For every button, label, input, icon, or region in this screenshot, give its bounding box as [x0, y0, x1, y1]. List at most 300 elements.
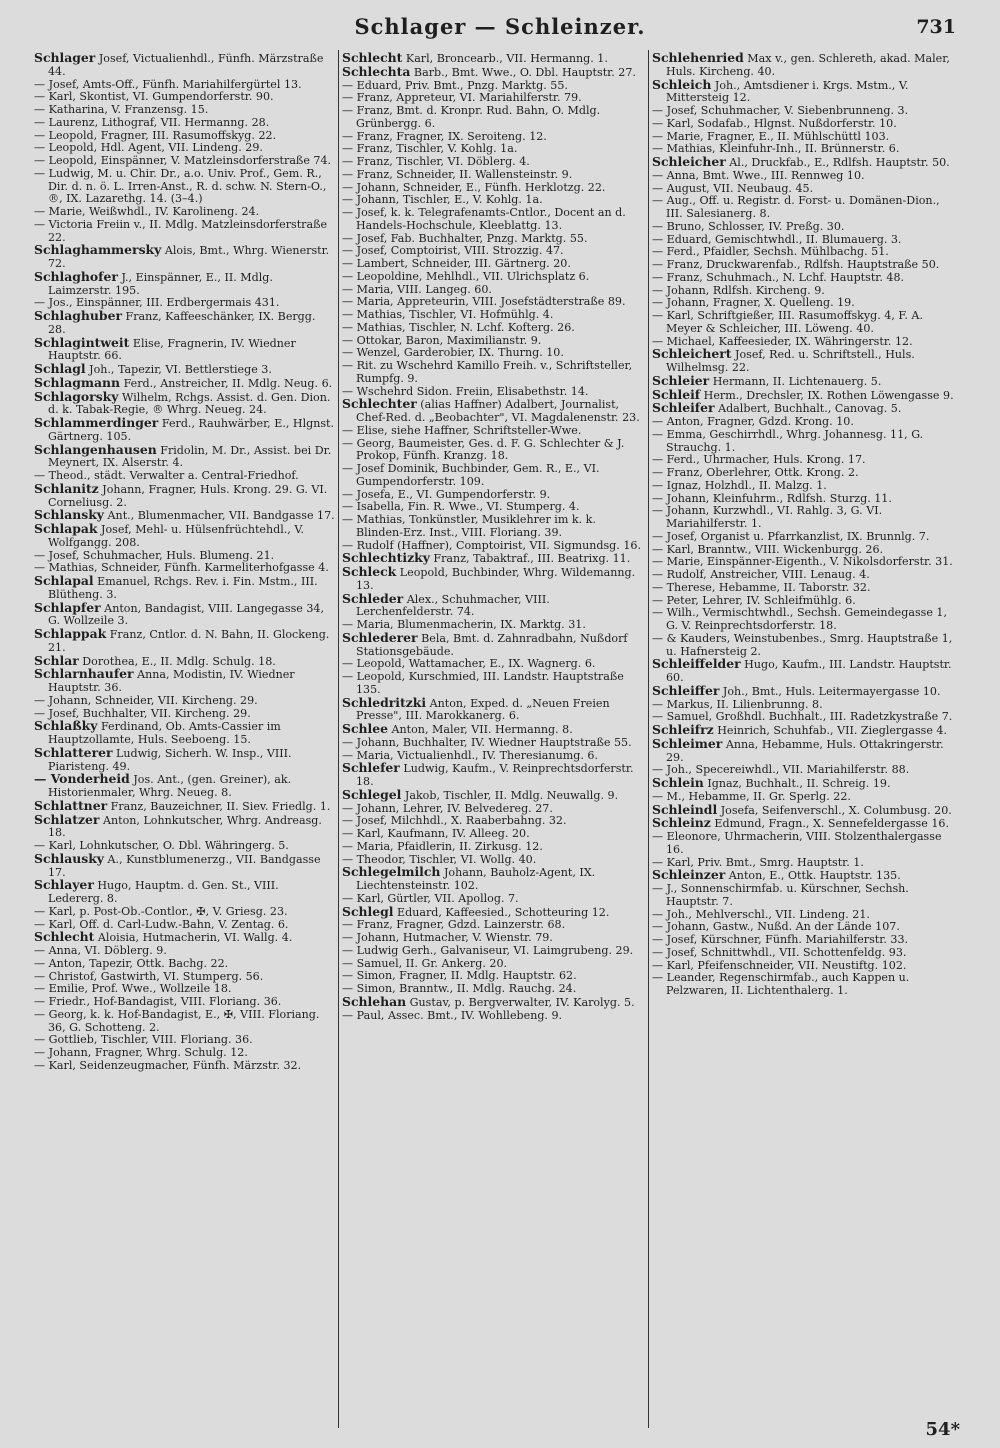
entry-details: Ludwig, Kaufm., V. Reinprechtsdorferstr. 18.	[356, 762, 634, 788]
directory-entry	[342, 514, 644, 540]
entry-surname: Schlappak	[34, 626, 107, 641]
entry-details: — Johann, Kurzwhdl., VI. Rahlg. 3, G. VI. Mariahilferstr. 1.	[652, 504, 883, 530]
entry-surname: Schleimer	[652, 735, 723, 751]
directory-entry	[342, 105, 644, 131]
entry-details: — Ludwig, M. u. Chir. Dr., a.o. Univ. Prof., Gem. R., Dir. d. n. ö. L. Irren-Anst., R. d. schw. N. Stern-O., ®, IX. Lazarethg. 14. (3–4.)	[34, 166, 327, 206]
entry-surname: Schlaßky	[34, 718, 98, 734]
entry-details: — Therese, Hebamme, II. Taborstr. 32.	[652, 580, 871, 594]
entry-details: — Ferd., Uhrmacher, Huls. Krong. 17.	[652, 453, 866, 467]
directory-entry	[34, 720, 336, 747]
directory-entry	[652, 869, 954, 883]
entry-details: Max v., gen. Schlereth, akad. Maler, Huls. Kircheng. 40.	[666, 52, 950, 78]
entry-details: — Karl, Off. d. Carl-Ludw.-Bahn, V. Zentag. 6.	[34, 917, 289, 931]
entry-details: Franz, Tabaktraf., III. Beatrixg. 11.	[429, 552, 631, 566]
entry-details: — J., Sonnenschirmfab. u. Kürschner, Sechsh. Hauptstr. 7.	[652, 882, 909, 908]
entry-details: — Maria, Blumenmacherin, IX. Marktg. 31.	[342, 618, 586, 631]
page-number: 731	[916, 16, 956, 38]
directory-entry	[34, 668, 336, 695]
entry-details: — Franz, Appreteur, VI. Mariahilferstr. 79.	[342, 91, 582, 105]
directory-entry	[342, 723, 644, 737]
entry-surname: Schlagl	[34, 361, 86, 376]
entry-surname: Schleichert	[652, 346, 732, 362]
entry-details: Jakob, Tischler, II. Mdlg. Neuwallg. 9.	[401, 788, 619, 802]
entry-details: — Josef, Schuhmacher, V. Siebenbrunneng. 3.	[652, 104, 909, 117]
entry-details: Dorothea, E., II. Mdlg. Schulg. 18.	[78, 654, 276, 668]
entry-details: Anton, Maler, VII. Hermanng. 8.	[387, 723, 573, 736]
entry-details: — Samuel, II. Gr. Ankerg. 20.	[342, 956, 508, 970]
entry-surname: Schlager	[34, 52, 96, 65]
entry-details: — Josef, Comptoirist, VIII. Strozzig. 47.	[342, 244, 564, 258]
directory-entry	[652, 402, 954, 416]
entry-details: — Bruno, Schlosser, IV. Preßg. 30.	[652, 219, 845, 233]
directory-entry	[652, 76, 954, 106]
entry-details: — Wschehrd Sidon. Freiin, Elisabethstr. 14.	[342, 384, 589, 398]
entry-details: Anna, Modistin, IV. Wiedner Hauptstr. 36.	[48, 668, 295, 694]
entry-surname: Schlar	[34, 652, 79, 668]
entry-details: Anton, Lohnkutscher, Whrg. Andreasg. 18.	[48, 813, 322, 840]
entry-details: Franz, Bauzeichner, II. Siev. Friedlg. 1.	[107, 799, 331, 813]
entry-details: Herm., Drechsler, IX. Rothen Löwengasse 9.	[700, 388, 954, 402]
entry-surname: Schlechter	[342, 396, 417, 412]
directory-entry	[34, 219, 336, 245]
entry-details: — Anton, Fragner, Gdzd. Krong. 10.	[652, 415, 854, 428]
column-3	[652, 52, 954, 1424]
entry-details: Johann, Bauholz-Agent, IX. Liechtensteinstr. 102.	[356, 866, 596, 892]
entry-surname: Schlausky	[34, 850, 105, 866]
entry-details: — Victoria Freiin v., II. Mdlg. Matzleinsdorferstraße 22.	[34, 217, 328, 244]
directory-entry	[652, 156, 954, 170]
entry-details: Al., Druckfab., E., Rdlfsh. Hauptstr. 50.	[725, 156, 950, 169]
directory-entry	[342, 671, 644, 697]
directory-entry	[342, 463, 644, 489]
entry-details: — Josef, Fab. Buchhalter, Pnzg. Marktg. 55.	[342, 231, 588, 245]
entry-surname: Schlein	[652, 775, 704, 790]
entry-details: Ferd., Anstreicher, II. Mdlg. Neug. 6.	[120, 376, 333, 390]
entry-details: — Mathias, Tonkünstler, Musiklehrer im k. k. Blinden-Erz. Inst., VIII. Floriang. 39.	[342, 513, 596, 539]
directory-entry	[652, 777, 954, 791]
entry-details: — Franz, Schneider, II. Wallensteinstr. 9.	[342, 167, 573, 181]
entry-details: — Peter, Lehrer, IV. Schleifmühlg. 6.	[652, 593, 856, 607]
running-title: Schlager — Schleinzer.	[354, 14, 646, 39]
entry-details: — Ferd., Pfaidler, Sechsh. Mühlbachg. 51.	[652, 245, 889, 259]
entry-surname: Schleindl	[652, 801, 718, 817]
entry-details: — & Kauders, Weinstubenbes., Smrg. Hauptstraße 1, u. Hafnersteig 2.	[652, 631, 953, 658]
entry-surname: Schlagorsky	[34, 388, 119, 404]
entry-surname: Schlagmann	[34, 374, 121, 390]
entry-surname: Schlecht	[34, 929, 95, 945]
entry-details: — Johann, Tischler, E., V. Kohlg. 1a.	[342, 193, 543, 207]
directory-entry	[652, 633, 954, 659]
entry-surname: Schlechta	[342, 63, 411, 79]
directory-entry	[34, 811, 336, 841]
directory-entry	[652, 735, 954, 765]
entry-details: — Karl, Branntw., VIII. Wickenburgg. 26.	[652, 542, 884, 556]
entry-details: — Johann, Schneider, E., Fünfh. Herklotzg. 22.	[342, 180, 606, 194]
entry-surname: Schledritzki	[342, 694, 427, 710]
entry-details: — Karl, Sodafab., Hlgnst. Nußdorferstr. 10.	[652, 116, 897, 130]
entry-details: Karl, Broncearb., VII. Hermanng. 1.	[402, 52, 608, 65]
directory-entry	[342, 629, 644, 659]
entry-details: — Josef, Organist u. Pfarrkanzlist, IX. Brunnlg. 7.	[652, 529, 930, 543]
entry-surname: Schleier	[652, 372, 710, 388]
entry-details: — Georg, k. k. Hof-Bandagist, E., ✠, VIII. Floriang. 36, G. Schotteng. 2.	[34, 1007, 320, 1034]
entry-details: Edmund, Fragn., X. Sennefeldergasse 16.	[710, 817, 949, 831]
entry-details: — Elise, siehe Haffner, Schriftsteller-Wwe.	[342, 423, 582, 437]
entry-details: — Karl, Seidenzeugmacher, Fünfh. Märzstr. 32.	[34, 1058, 302, 1072]
entry-details: — Jos., Einspänner, III. Erdbergermais 431.	[34, 296, 280, 310]
entry-details: — Simon, Branntw., II. Mdlg. Rauchg. 24.	[342, 982, 577, 995]
directory-entry	[652, 817, 954, 831]
directory-entry	[342, 207, 644, 233]
entry-details: — Katharina, V. Franzensg. 15.	[34, 103, 209, 116]
entry-surname: Schleiffelder	[652, 656, 741, 672]
directory-entry	[34, 1060, 336, 1073]
entry-details: Anton, E., Ottk. Hauptstr. 135.	[725, 869, 901, 883]
entry-details: — Karl, Schriftgießer, III. Rasumoffskyg. 4, F. A. Meyer & Schleicher, III. Löweng. 40.	[652, 309, 923, 335]
entry-details: — Josef Dominik, Buchbinder, Gem. R., E., VI. Gumpendorferstr. 109.	[342, 462, 600, 488]
entry-surname: Schleder	[342, 590, 404, 606]
entry-details: — Anna, Bmt. Wwe., III. Rennweg 10.	[652, 168, 865, 182]
directory-entry	[652, 682, 954, 699]
entry-details: — Johann, Kleinfuhrm., Rdlfsh. Sturzg. 11.	[652, 491, 892, 505]
entry-details: Josef, Mehl- u. Hülsenfrüchtehdl., V. Wolfgangg. 208.	[48, 523, 304, 549]
entry-details: — Franz, Tischler, VI. Döblerg. 4.	[342, 155, 530, 168]
entry-details: — Joh., Mehlverschl., VII. Lindeng. 21.	[652, 907, 870, 921]
entry-details: — Aug., Off. u. Registr. d. Forst- u. Domänen-Dion., III. Salesianerg. 8.	[652, 194, 940, 220]
entry-details: — Michael, Kaffeesieder, IX. Währingerstr. 12.	[652, 334, 913, 348]
entry-surname: Schlechtizky	[342, 550, 430, 566]
entry-details: Josefa, Seifenverschl., X. Columbusg. 20.	[717, 803, 952, 817]
directory-entry	[652, 429, 954, 455]
entry-surname: — Vonderheid	[34, 771, 130, 787]
entry-surname: Schlansky	[34, 507, 105, 523]
directory-entry	[652, 505, 954, 531]
entry-details: — Johann, Schneider, VII. Kircheng. 29.	[34, 693, 258, 707]
entry-details: Ludwig, Sicherh. W. Insp., VIII. Piaristeng. 49.	[48, 746, 292, 773]
entry-details: — Leopold, Wattamacher, E., IX. Wagnerg. 6.	[342, 657, 596, 671]
entry-details: — Leopold, Fragner, III. Rasumoffskyg. 22.	[34, 128, 277, 142]
entry-details: — Franz, Tischler, V. Kohlg. 1a.	[342, 142, 518, 156]
directory-entry	[342, 694, 644, 724]
entry-details: — Ludwig Gerh., Galvaniseur, VI. Laimgrubeng. 29.	[342, 943, 634, 957]
entry-details: — Laurenz, Lithograf, VII. Hermanng. 28.	[34, 115, 270, 129]
entry-details: — Emilie, Prof. Wwe., Wollzeile 18.	[34, 982, 232, 996]
directory-entry	[652, 831, 954, 857]
entry-details: — Gottlieb, Tischler, VIII. Floriang. 36.	[34, 1033, 253, 1047]
directory-entry	[34, 879, 336, 906]
entry-details: — Emma, Geschirrhdl., Whrg. Johannesg. 11, G. Strauchg. 1.	[652, 427, 924, 454]
entry-surname: Schlatzer	[34, 811, 100, 827]
entry-details: — Wenzel, Garderobier, IX. Thurng. 10.	[342, 346, 564, 360]
entry-details: — Simon, Fragner, II. Mdlg. Hauptstr. 62.	[342, 969, 577, 983]
entry-surname: Schlaghofer	[34, 268, 118, 284]
entry-details: — Karl, Lohnkutscher, O. Dbl. Währingerg. 5.	[34, 839, 289, 852]
directory-entry	[342, 63, 644, 80]
column-rule	[648, 50, 649, 1428]
directory-entry	[34, 850, 336, 880]
entry-details: — Mathias, Schneider, Fünfh. Karmeliterhofgasse 4.	[34, 561, 329, 575]
entry-details: — Leander, Regenschirmfab., auch Kappen u. Pelzwaren, II. Lichtenthalerg. 1.	[652, 971, 910, 997]
entry-surname: Schlaghuber	[34, 308, 122, 323]
entry-surname: Schlagintweit	[34, 334, 130, 350]
entry-details: — Wilh., Vermischtwhdl., Sechsh. Gemeindegasse 1, G. V. Reinprechtsdorferstr. 18.	[652, 606, 948, 632]
column-rule	[338, 50, 339, 1428]
entry-details: — Theodor, Tischler, VI. Wollg. 40.	[342, 852, 537, 866]
entry-surname: Schlapfer	[34, 599, 101, 615]
entry-details: — Maria, Victualienhdl., IV. Theresianumg. 6.	[342, 748, 598, 762]
directory-entry	[34, 773, 336, 800]
entry-details: Alois, Bmt., Whrg. Wienerstr. 72.	[48, 244, 330, 270]
directory-entry	[342, 566, 644, 593]
entry-surname: Schleifrz	[652, 722, 714, 737]
entry-details: — Maria, Appreteurin, VIII. Josefstädterstraße 89.	[342, 295, 626, 309]
entry-details: — Maria, Pfaidlerin, II. Zirkusg. 12.	[342, 839, 543, 853]
entry-details: Ferd., Rauhwärber, E., Hlgnst. Gärtnerg. 105.	[48, 417, 335, 443]
directory-entry	[342, 786, 644, 803]
entry-details: — Franz, Schuhmach., N. Lchf. Hauptstr. 48.	[652, 270, 905, 284]
entry-details: — Johann, Fragner, Whrg. Schulg. 12.	[34, 1046, 248, 1059]
entry-surname: Schleck	[342, 564, 397, 579]
directory-entry	[34, 599, 336, 629]
entry-details: — Josef, Schnittwhdl., VII. Schottenfeldg. 93.	[652, 945, 907, 959]
entry-details: Aloisia, Hutmacherin, VI. Wallg. 4.	[94, 931, 293, 945]
entry-details: Anton, Exped. d. „Neuen Freien Presse", III. Marokkanerg. 6.	[356, 696, 610, 723]
entry-surname: Schlayer	[34, 877, 94, 893]
entry-details: — Karl, Gürtler, VII. Apollog. 7.	[342, 891, 519, 905]
entry-details: — Johann, Lehrer, IV. Belvedereg. 27.	[342, 801, 553, 815]
directory-entry	[34, 628, 336, 655]
entry-details: — Johann, Buchhalter, IV. Wiedner Hauptstraße 55.	[342, 735, 632, 749]
entry-surname: Schleich	[652, 76, 712, 92]
entry-details: — Josef, Milchhdl., X. Raaberbahng. 32.	[342, 814, 567, 828]
entry-details: — Marie, Fragner, E., II. Mühlschüttl 103.	[652, 129, 890, 143]
directory-entry	[342, 762, 644, 789]
directory-entry	[34, 575, 336, 602]
entry-surname: Schlederer	[342, 629, 418, 645]
entry-details: Elise, Fragnerin, IV. Wiedner Hauptstr. 66.	[48, 336, 296, 363]
entry-surname: Schlegl	[342, 903, 394, 919]
directory-entry	[342, 1010, 644, 1023]
entry-details: — M., Hebamme, II. Gr. Sperlg. 22.	[652, 789, 851, 803]
entry-surname: Schleifer	[652, 400, 715, 416]
directory-entry	[34, 168, 336, 206]
entry-details: — Leopold, Kurschmied, III. Landstr. Hauptstraße 135.	[342, 670, 624, 696]
entry-details: Barb., Bmt. Wwe., O. Dbl. Hauptstr. 27.	[410, 65, 636, 79]
entry-details: Gustav, p. Bergverwalter, IV. Karolyg. 5.	[406, 995, 635, 1009]
entry-details: Joh., Tapezir, VI. Bettlerstiege 3.	[85, 363, 272, 376]
entry-surname: Schlapak	[34, 521, 98, 536]
directory-entry	[342, 398, 644, 425]
directory-entry	[34, 931, 336, 945]
entry-details: Alex., Schuhmacher, VIII. Lerchenfelderstr. 74.	[356, 592, 550, 619]
entry-details: — Karl, Priv. Bmt., Smrg. Hauptstr. 1.	[652, 855, 864, 869]
entry-surname: Schlehenried	[652, 52, 744, 65]
entry-details: — Franz, Druckwarenfab., Rdlfsh. Hauptstraße 50.	[652, 258, 940, 271]
entry-details: — Christof, Gastwirth, VI. Stumperg. 56.	[34, 969, 264, 983]
entry-details: — Eleonore, Uhrmacherin, VIII. Stolzenthalergasse 16.	[652, 830, 942, 856]
entry-details: Franz, Cntlor. d. N. Bahn, II. Glockeng. 21.	[48, 628, 330, 654]
entry-details: Ignaz, Buchhalt., II. Schreig. 19.	[703, 777, 891, 790]
directory-entry	[652, 348, 954, 375]
directory-entry	[652, 52, 954, 79]
entry-details: — Josef, Kürschner, Fünfh. Mariahilferstr. 33.	[652, 933, 909, 946]
entry-details: — Anna, VI. Döblerg. 9.	[34, 944, 167, 957]
entry-details: Leopold, Buchbinder, Whrg. Wildemanng. 13.	[356, 566, 636, 592]
directory-entry	[342, 438, 644, 464]
entry-details: — Rudolf, Anstreicher, VIII. Lenaug. 4.	[652, 568, 870, 581]
directory-entry	[652, 883, 954, 909]
entry-details: — Karl, Kaufmann, IV. Alleeg. 20.	[342, 827, 530, 840]
entry-details: — Ignaz, Holzhdl., II. Malzg. 1.	[652, 478, 827, 492]
entry-details: — Mathias, Tischler, N. Lchf. Kofterg. 26.	[342, 320, 575, 334]
entry-surname: Schlatterer	[34, 744, 113, 760]
directory-entry	[342, 360, 644, 386]
entry-details: — Josefa, E., VI. Gumpendorferstr. 9.	[342, 487, 551, 501]
entry-details: Fridolin, M. Dr., Assist. bei Dr. Meynert, IX. Alserstr. 4.	[48, 443, 332, 470]
entry-details: Jos. Ant., (gen. Greiner), ak. Historienmaler, Whrg. Neueg. 8.	[48, 773, 292, 799]
entry-surname: Schleicher	[652, 154, 726, 169]
directory-entry	[34, 744, 336, 774]
entry-details: Hugo, Hauptm. d. Gen. St., VIII. Ledererg. 8.	[48, 879, 279, 905]
directory-entry	[34, 52, 336, 79]
entry-details: — Eduard, Priv. Bmt., Pnzg. Marktg. 55.	[342, 78, 568, 92]
entry-details: — Eduard, Gemischtwhdl., II. Blumauerg. 3.	[652, 232, 902, 246]
entry-surname: Schleiffer	[652, 682, 720, 698]
entry-details: — Markus, II. Lilienbrunng. 8.	[652, 697, 823, 711]
directory-entry	[34, 417, 336, 444]
directory-entry	[34, 244, 336, 271]
entry-details: — Lambert, Schneider, III. Gärtnerg. 20.	[342, 257, 571, 270]
entry-details: — Karl, Skontist, VI. Gumpendorferstr. 90.	[34, 90, 274, 104]
entry-details: — Leopold, Hdl. Agent, VII. Lindeng. 29.	[34, 141, 263, 155]
directory-entry	[34, 480, 336, 510]
entry-details: — Leopold, Einspänner, V. Matzleinsdorferstraße 74.	[34, 154, 332, 167]
entry-details: Adalbert, Buchhalt., Canovag. 5.	[714, 402, 902, 416]
entry-details: — Joh., Specereiwhdl., VII. Mariahilferstr. 88.	[652, 763, 910, 777]
entry-details: — Franz, Bmt. d. Kronpr. Rud. Bahn, O. Mdlg. Grünbergg. 6.	[342, 104, 601, 130]
entry-details: — Josef, Buchhalter, VII. Kircheng. 29.	[34, 706, 251, 720]
entry-details: Josef, Red. u. Schriftstell., Huls. Wilhelmsg. 22.	[666, 348, 915, 374]
entry-surname: Schlee	[342, 721, 388, 736]
column-1	[34, 52, 336, 1424]
entry-details: — Paul, Assec. Bmt., IV. Wohllebeng. 9.	[342, 1008, 563, 1022]
entry-details: Joh., Bmt., Huls. Leitermayergasse 10.	[719, 684, 941, 698]
entry-details: Wilhelm, Rchgs. Assist. d. Gen. Dion. d. k. Tabak-Regie, ® Whrg. Neueg. 24.	[48, 390, 331, 417]
directory-entry	[34, 268, 336, 298]
entry-details: — Johann, Fragner, X. Quelleng. 19.	[652, 296, 855, 310]
entry-details: — Marie, Einspänner-Eigenth., V. Nikolsdorferstr. 31.	[652, 555, 953, 569]
entry-details: A., Kunstblumenerzg., VII. Bandgasse 17.	[48, 852, 321, 879]
entry-surname: Schlattner	[34, 797, 108, 813]
entry-details: — Johann, Gastw., Nußd. An der Lände 107.	[652, 920, 900, 934]
directory-entry	[34, 1009, 336, 1035]
entry-details: — Theod., städt. Verwalter a. Central-Friedhof.	[34, 469, 299, 482]
entry-details: — Georg, Baumeister, Ges. d. F. G. Schlechter & J. Prokop, Fünfh. Kranzg. 18.	[342, 436, 625, 463]
entry-surname: Schleinz	[652, 815, 711, 831]
entry-details: — Marie, Weißwhdl., IV. Karolineng. 24.	[34, 205, 260, 218]
entry-surname: Schleinzer	[652, 867, 726, 883]
entry-details: — Franz, Fragner, IX. Seroiteng. 12.	[342, 129, 547, 143]
entry-details: — Anton, Tapezir, Ottk. Bachg. 22.	[34, 956, 229, 970]
entry-details: Eduard, Kaffeesied., Schotteuring 12.	[393, 905, 610, 919]
entry-details: — Ottokar, Baron, Maximilianstr. 9.	[342, 333, 542, 347]
entry-details: — Karl, p. Post-Ob.-Contlor., ✠, V. Griesg. 23.	[34, 904, 288, 918]
directory-entry	[34, 388, 336, 418]
entry-details: Ferdinand, Ob. Amts-Cassier im Hauptzollamte, Huls. Seeboeng. 15.	[48, 720, 281, 746]
directory-entry	[652, 195, 954, 221]
entry-surname: Schlarnhaufer	[34, 666, 134, 682]
directory-entry	[34, 523, 336, 550]
entry-surname: Schleif	[652, 386, 701, 402]
entry-details: Joh., Amtsdiener i. Krgs. Mstm., V. Mittersteig 12.	[666, 78, 909, 105]
entry-surname: Schlaghammersky	[34, 242, 162, 258]
directory-entry	[342, 590, 644, 620]
entry-details: Ant., Blumenmacher, VII. Bandgasse 17.	[104, 509, 335, 523]
column-2	[342, 52, 644, 1424]
directory-entry	[342, 993, 644, 1010]
entry-details: Franz, Kaffeeschänker, IX. Bergg. 28.	[48, 310, 316, 336]
entry-details: — Friedr., Hof-Bandagist, VIII. Floriang. 36.	[34, 995, 282, 1008]
entry-surname: Schlecht	[342, 52, 403, 65]
entry-details: — Johann, Hutmacher, V. Wienstr. 79.	[342, 931, 553, 944]
entry-details: Emanuel, Rchgs. Rev. i. Fin. Mstm., III. Blütheng. 3.	[48, 575, 318, 601]
entry-surname: Schlangenhausen	[34, 441, 157, 457]
directory-entry	[652, 658, 954, 685]
directory-entry	[34, 334, 336, 364]
entry-details: — Maria, VIII. Langeg. 60.	[342, 282, 492, 296]
entry-surname: Schlegelmilch	[342, 864, 441, 880]
entry-surname: Schlammerdinger	[34, 415, 159, 430]
entry-details: Anna, Hebamme, Huls. Ottakringerstr. 29.	[666, 737, 944, 764]
entry-details: (alias Haffner) Adalbert, Journalist, Chef-Red. d. „Beobachter", VI. Magdalenenstr. 23.	[356, 398, 640, 424]
entry-details: — Josef, Schuhmacher, Huls. Blumeng. 21.	[34, 548, 275, 562]
entry-details: — Leopoldine, Mehlhdl., VII. Ulrichsplatz 6.	[342, 269, 590, 283]
directory-entry	[342, 903, 644, 920]
entry-surname: Schlehan	[342, 993, 407, 1009]
entry-details: — Johann, Rdlfsh. Kircheng. 9.	[652, 283, 825, 297]
entry-surname: Schlanitz	[34, 480, 99, 496]
entry-surname: Schlefer	[342, 760, 400, 776]
entry-details: — Samuel, Großhdl. Buchhalt., III. Radetzkystraße 7.	[652, 710, 953, 724]
directory-entry	[34, 441, 336, 471]
entry-details: Bela, Bmt. d. Zahnradbahn, Nußdorf Stationsgebäude.	[356, 631, 628, 658]
signature-mark: 54*	[925, 1419, 960, 1440]
entry-details: Hugo, Kaufm., III. Landstr. Hauptstr. 60.	[666, 658, 952, 684]
entry-details: Heinrich, Schuhfab., VII. Zieglergasse 4.	[713, 724, 948, 737]
directory-entry	[342, 866, 644, 893]
entry-details: Johann, Fragner, Huls. Krong. 29. G. VI. Corneliusg. 2.	[48, 482, 328, 509]
entry-details: — Franz, Oberlehrer, Ottk. Krong. 2.	[652, 466, 859, 479]
entry-details: Hermann, II. Lichtenauerg. 5.	[709, 374, 882, 388]
directory-entry	[34, 310, 336, 337]
entry-surname: Schlegel	[342, 786, 402, 802]
directory-entry	[652, 310, 954, 336]
entry-details: — Josef, Amts-Off., Fünfh. Mariahilfergürtel 13.	[34, 77, 302, 91]
entry-details: — Franz, Fragner, Gdzd. Lainzerstr. 68.	[342, 918, 566, 932]
entry-details: — Mathias, Kleinfuhr-Inh., II. Brünnerstr. 6.	[652, 142, 900, 156]
entry-details: — Karl, Pfeifenschneider, VII. Neustiftg. 102.	[652, 958, 907, 972]
entry-details: — Rit. zu Wschehrd Kamillo Freih. v., Schriftsteller, Rumpfg. 9.	[342, 359, 633, 385]
entry-details: — August, VII. Neubaug. 45.	[652, 181, 814, 195]
entry-details: — Rudolf (Haffner), Comptoirist, VII. Sigmundsg. 16.	[342, 538, 641, 552]
entry-details: J., Einspänner, E., II. Mdlg. Laimzerstr. 195.	[48, 270, 273, 297]
directory-entry	[652, 607, 954, 633]
entry-details: — Mathias, Tischler, VI. Hofmühlg. 4.	[342, 308, 554, 321]
entry-surname: Schlapal	[34, 573, 94, 588]
directory-entry	[652, 972, 954, 998]
entry-details: — Josef, k. k. Telegrafenamts-Cntlor., Docent an d. Handels-Hochschule, Kleeblattg. 13.	[342, 206, 626, 232]
entry-details: Anton, Bandagist, VIII. Langegasse 34, G. Wollzeile 3.	[48, 601, 324, 628]
